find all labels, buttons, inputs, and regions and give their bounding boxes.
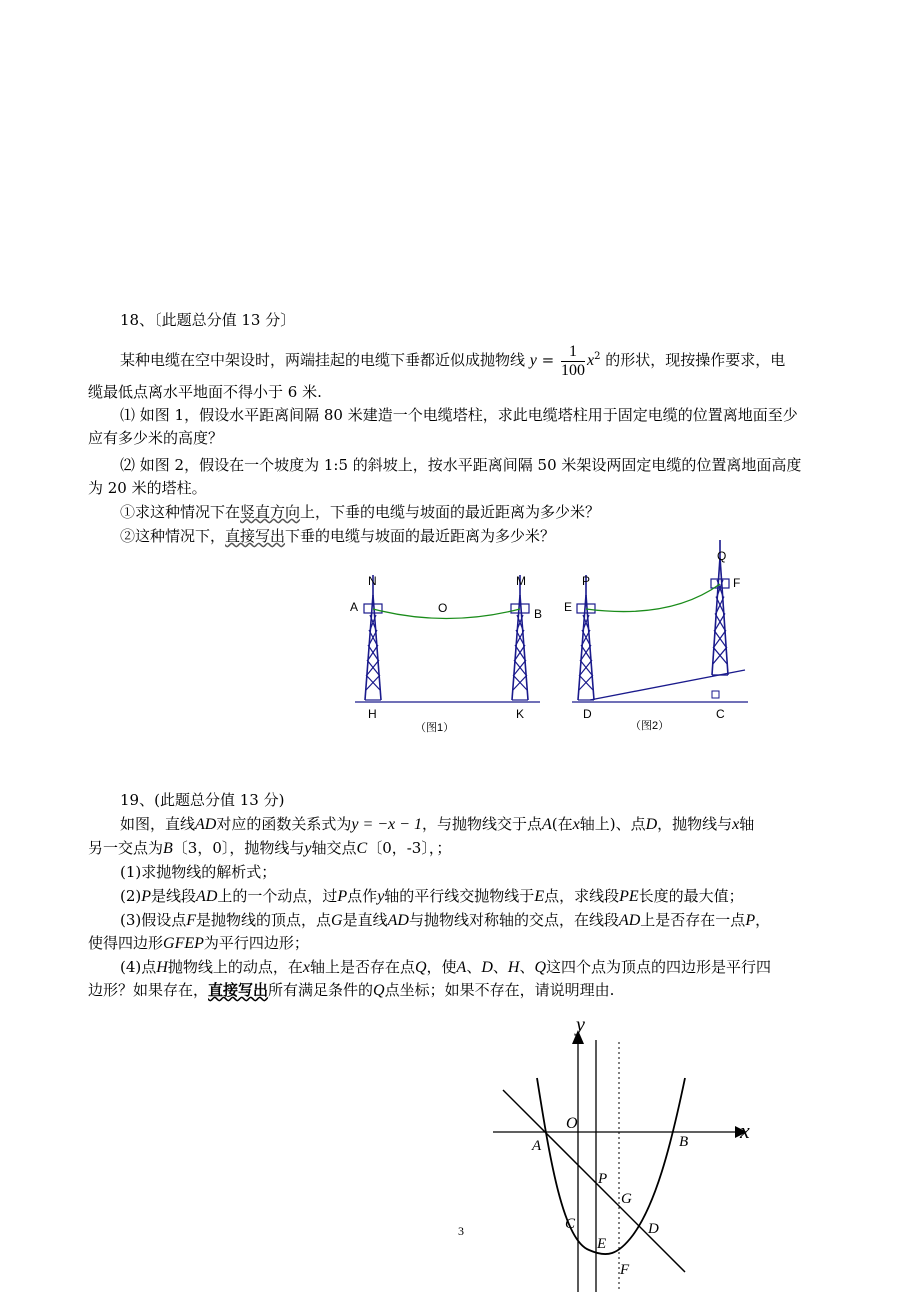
fig2-label-f: F [733,576,741,590]
formula-fraction [561,343,585,380]
q19-p3b-GFEP: GFEP [163,935,204,952]
q19-l1-x: x [572,816,580,833]
q19-part4-line2 [88,979,614,1002]
q19-l2-c: 轴交点 [311,839,357,857]
q19-p2-a: (2) [120,887,142,905]
q19-l1-eq: y = −x − 1 [351,816,422,833]
q18-intro-line2: 缆最低点离水平地面不得小于 6 米. [88,383,322,401]
q19-l2-d: 〔0，-3〕，； [367,839,452,857]
q19-l1-x2: x [732,816,740,833]
fig1-label-m: M [516,574,526,588]
q19-p3-G: G [331,912,343,929]
fig2-caption: （图2） [630,720,670,732]
q18-intro-b: 的形状，现按操作要求，电 [605,351,786,369]
q19-l1-b: 对应的函数关系式为 [216,815,352,833]
q19-p3-d: 与抛物线对称轴的交点，在线段 [408,911,619,929]
formula-numerator: 1 [561,343,585,362]
fig1-label-b: B [534,607,543,621]
q19-p3-b: 是抛物线的顶点，点 [196,911,332,929]
q19-p4-A: A [456,959,467,976]
page-number: 3 [458,1224,464,1238]
q19-l1-f: ，抛物线与 [657,815,733,833]
q19-p4-d: ，使 [426,958,457,976]
q19-p4-D: D [481,959,493,976]
q19-l1-a: 如图，直线 [120,815,196,833]
q19-p2-y: y [377,888,385,905]
formula-exponent: 2 [594,351,601,362]
graph-label-c: C [565,1216,576,1232]
q19-l2-a: 另一交点为 [88,839,164,857]
q19-line2 [88,837,451,860]
q19-p4-H2: H [507,959,520,976]
graph-label-x: x [740,1118,750,1143]
q18-sub1-post: 上，下垂的电缆与坡面的最近距离为多少米？ [300,503,601,521]
q19-l2-y: y [304,840,312,857]
graph-label-d: D [648,1221,659,1237]
q19-p4-g: 、 [519,958,535,976]
formula-x: x [587,352,595,369]
q19-p2-E: E [534,888,545,905]
q19-p3b-b: 为平行四边形； [203,934,309,952]
q19-header: 19、(此题总分值 13 分) [120,791,285,809]
line-ad [503,1090,685,1272]
q19-p4-h: 这四个点为顶点的四边形是平行四 [546,958,772,976]
fig1-label-h: H [368,707,377,721]
q19-p3-c: 是直线 [342,911,388,929]
fig1-label-n: N [368,574,377,588]
figure-2 [564,540,748,732]
q18-sub2-pre: ②这种情况下， [120,527,226,545]
q19-p4b-c: 点坐标；如果不存在，请说明理由. [384,981,615,999]
q19-p2-b: 是线段 [151,887,197,905]
q19-p4-c: 轴上是否存在点 [309,958,415,976]
q19-part1: (1)求抛物线的解析式； [120,863,277,881]
fig2-label-e: E [564,600,573,614]
formula-denominator: 100 [561,361,586,379]
q19-p2-g: 长度的最大值； [638,887,744,905]
q19-l2-b: 〔3，0〕，抛物线与 [172,839,305,857]
q19-l1-e: 轴上)、点 [579,815,646,833]
q18-sub2-post: 下垂的电缆与坡面的最近距离为多少米？ [285,527,556,545]
formula-y: y [529,352,537,369]
graph-label-f: F [620,1262,630,1278]
fig2-label-d: D [583,707,592,721]
q19-p2-c: 上的一个动点，过 [217,887,338,905]
fig2-tower-left [578,575,594,700]
q19-p3-P: P [745,912,756,929]
q18-part1-line1: ⑴ 如图 1，假设水平距离间隔 80 米建造一个电缆塔柱，求此电缆塔柱用于固定电缆的位置离地面至少 [120,406,798,424]
q18-part2-line2: 为 20 米的塔柱。 [88,479,207,497]
q19-part4 [120,956,771,979]
q19-p4b-a: 边形？如果存在， [88,981,209,999]
q19-p3-AD2: AD [618,912,641,929]
fig1-tower-right [512,575,528,700]
q19-p4-a: (4)点 [120,958,157,976]
q19-p3b-a: 使得四边形 [88,934,164,952]
q18-part1-line2: 应有多少米的高度？ [88,429,224,447]
q19-p2-e: 轴的平行线交抛物线于 [384,887,535,905]
q19-part2 [120,885,744,908]
q19-p2-P2: P [337,888,348,905]
q19-p4-H: H [156,959,168,976]
q19-p3-F: F [186,912,197,929]
q19-graph [485,1010,770,1300]
q19-p2-d: 点作 [347,887,378,905]
q18-figures [340,540,760,750]
fig2-label-p: P [582,574,591,588]
formula-eq: = [536,351,560,369]
q18-intro-line1 [120,337,785,381]
q19-l1-A: A [541,816,552,833]
q18-part2-line1: ⑵ 如图 2，假设在一个坡度为 1:5 的斜坡上，按水平距离间隔 50 米架设两固定电缆的位置离地面高度 [120,456,802,474]
q19-p4-e: 、 [466,958,482,976]
graph-label-o: O [566,1115,578,1132]
q19-p3-AD: AD [387,912,409,929]
q19-p2-f: 点，求线段 [544,887,620,905]
graph-label-a: A [532,1138,542,1154]
q19-l1-ad: AD [195,816,217,833]
q18-sub1-pre: ①求这种情况下在 [120,503,241,521]
q19-p2-P: P [141,888,152,905]
q19-l1-D: D [645,816,658,833]
graph-label-p: P [598,1171,608,1187]
figure-1 [350,574,542,734]
graph-label-y: y [576,1014,585,1036]
q19-l1-d: (在 [551,815,573,833]
q19-p4b-Q: Q [373,982,385,999]
q18-intro-a: 某种电缆在空中架设时，两端挂起的电缆下垂都近似成抛物线 [120,351,526,369]
parabola [537,1078,685,1254]
q19-l2-C: C [356,840,368,857]
q19-line1 [120,813,754,836]
q19-p4-f: 、 [492,958,508,976]
q19-part3-line2 [88,932,309,955]
q19-l1-g: 轴 [739,815,755,833]
fig1-caption: （图1） [415,722,455,734]
q19-p4b-emphasis: 直接写出 [208,981,269,999]
q18-sub1 [120,501,600,523]
q18-sub2-emphasis: 直接写出 [225,527,286,545]
q19-p4b-b: 所有满足条件的 [268,981,374,999]
fig1-label-o: O [438,601,448,615]
q19-p4-x: x [302,959,310,976]
graph-label-b: B [679,1134,689,1150]
fig2-cable [586,584,720,612]
fig2-label-c: C [716,707,725,721]
q18-sub1-emphasis: 竖直方向 [240,503,301,521]
q19-p3-e: 上是否存在一点 [640,911,746,929]
fig1-label-k: K [516,707,525,721]
fig1-tower-left [365,575,381,700]
q19-l1-c: ，与抛物线交于点 [421,815,542,833]
q19-p4-Q: Q [414,959,427,976]
fig2-label-q: Q [717,549,727,563]
q19-p3-f: ， [755,911,771,929]
graph-label-g: G [621,1191,632,1207]
q19-l2-B: B [163,840,173,857]
q19-p2-PE: PE [619,888,639,905]
q18-header: 18、〔此题总分值 13 分〕 [120,311,296,329]
q19-p4-b: 抛物线上的动点，在 [167,958,303,976]
q19-part3 [120,909,770,932]
fig1-label-a: A [350,600,359,614]
graph-label-e: E [597,1236,607,1252]
q19-p3-a: (3)假设点 [120,911,187,929]
q19-p2-AD: AD [196,888,218,905]
q19-p4-Q2: Q [534,959,547,976]
fig2-right-angle [712,691,719,698]
